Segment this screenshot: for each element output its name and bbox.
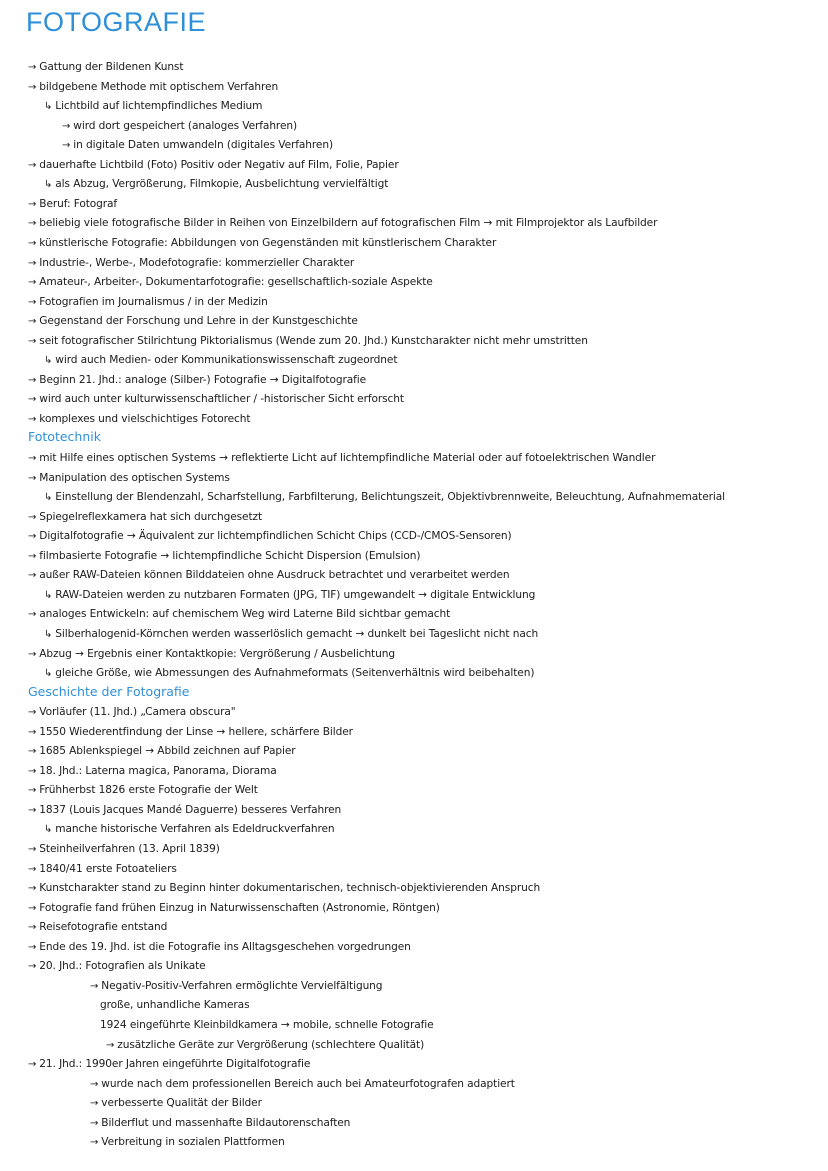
note-line (28, 59, 183, 76)
note-line (28, 196, 117, 213)
note-text: filmbasierte Fotografie → lichtempfindliche Schicht Dispersion (Emulsion) (39, 549, 421, 562)
arrow-icon: → (28, 335, 37, 347)
arrow-icon: → (28, 453, 37, 464)
note-text: Ende des 19. Jhd. ist die Fotografie ins Alltagsgeschehen vorgedrungen (39, 940, 411, 953)
note-line (28, 235, 496, 252)
arrow-icon: → (28, 863, 37, 875)
note-line (44, 665, 534, 682)
sub-arrow-icon: ↳ (44, 492, 53, 504)
arrow-icon: → (90, 980, 99, 992)
note-text: Manipulation des optischen Systems (39, 471, 230, 484)
note-line (28, 411, 250, 428)
arrow-icon: → (28, 413, 37, 425)
note-text: künstlerische Fotografie: Abbildungen von Gegenständen mit künstlerischem Charakter (39, 236, 497, 249)
arrow-icon: → (28, 844, 37, 855)
note-text: Beruf: Fotograf (39, 197, 118, 210)
note-text: 1550 Wiederentfindung der Linse → hellere, schärfere Bilder (39, 725, 353, 738)
note-text: 1837 (Louis Jacques Mandé Daguerre) besseres Verfahren (39, 803, 342, 816)
note-text: Steinheilverfahren (13. April 1839) (39, 843, 220, 855)
arrow-icon: → (28, 296, 37, 308)
note-line (90, 1134, 285, 1151)
note-text: Digitalfotografie → Äquivalent zur lichtempfindlichen Schicht Chips (CCD-/CMOS-Sensoren) (39, 530, 512, 543)
note-text: Vorläufer (11. Jhd.) „Camera obscura" (39, 706, 236, 719)
note-text: 21. Jhd.: 1990er Jahren eingeführte Digitalfotografie (39, 1058, 311, 1071)
arrow-icon: → (90, 1078, 99, 1090)
note-line (62, 118, 297, 135)
note-line (100, 1017, 434, 1033)
note-text: große, unhandliche Kameras (100, 999, 250, 1012)
note-text: als Abzug, Vergrößerung, Filmkopie, Ausbelichtung vervielfältigt (55, 178, 389, 191)
section-heading: Fototechnik (28, 429, 101, 445)
arrow-icon: → (28, 257, 37, 269)
note-line (28, 880, 540, 897)
note-text: wird auch unter kulturwissenschaftlicher / -historischer Sicht erforscht (39, 393, 404, 406)
note-text: Fotografien im Journalismus / in der Medizin (39, 295, 268, 308)
sub-arrow-icon: ↳ (44, 355, 53, 367)
note-text: Verbreitung in sozialen Plattformen (101, 1136, 285, 1149)
note-line (28, 294, 268, 311)
sub-arrow-icon: ↳ (44, 668, 53, 680)
note-line (28, 841, 220, 858)
note-text: 1685 Ablenkspiegel → Abbild zeichnen auf Papier (39, 745, 296, 758)
note-text: wird auch Medien- oder Kommunikationswissenschaft zugeordnet (55, 354, 398, 367)
note-text: Gattung der Bildenen Kunst (39, 61, 184, 73)
arrow-icon: → (28, 277, 37, 289)
arrow-icon: → (28, 804, 37, 816)
note-line (28, 900, 440, 917)
note-text: Gegenstand der Forschung und Lehre in der Kunstgeschichte (39, 315, 358, 328)
note-text: 20. Jhd.: Fotografien als Unikate (39, 960, 206, 973)
note-text: Amateur-, Arbeiter-, Dokumentarfotografie: gesellschaftlich-soziale Aspekte (39, 276, 433, 289)
arrow-icon: → (90, 1098, 99, 1110)
arrow-icon: → (28, 550, 37, 562)
note-line (28, 215, 657, 232)
arrow-icon: → (28, 765, 37, 777)
note-line (28, 782, 258, 799)
note-line (28, 567, 509, 584)
note-line (28, 646, 395, 663)
note-line (28, 861, 177, 878)
note-text: 1924 eingeführte Kleinbildkamera → mobile, schnelle Fotografie (100, 1018, 434, 1031)
note-text: Einstellung der Blendenzahl, Scharfstellung, Farbfilterung, Belichtungszeit, Objektivbrennweite, Beleuchtung, Aufnahmematerial (55, 491, 725, 504)
note-line (28, 743, 296, 760)
note-line (28, 704, 236, 721)
arrow-icon: → (28, 785, 37, 797)
note-text: Spiegelreflexkamera hat sich durchgesetzt (39, 510, 263, 523)
note-line (28, 391, 404, 408)
note-line (28, 763, 277, 780)
note-text: Fotografie fand frühen Einzug in Naturwissenschaften (Astronomie, Röntgen) (39, 901, 440, 914)
note-text: seit fotografischer Stilrichtung Piktorialismus (Wende zum 20. Jhd.) Kunstcharakter nicht mehr umstritten (39, 334, 588, 347)
sub-arrow-icon: ↳ (44, 589, 53, 601)
arrow-icon: → (28, 531, 37, 543)
arrow-icon: → (28, 62, 37, 73)
note-text: Negativ-Positiv-Verfahren ermöglichte Vervielfältigung (101, 979, 383, 992)
note-line (44, 587, 535, 604)
note-text: gleiche Größe, wie Abmessungen des Aufnahmeformats (Seitenverhältnis wird beibehalten) (55, 667, 535, 680)
note-line (44, 176, 388, 193)
note-text: wurde nach dem professionellen Bereich auch bei Amateurfotografen adaptiert (101, 1077, 515, 1090)
arrow-icon: → (28, 961, 37, 973)
note-line (28, 1056, 310, 1073)
arrow-icon: → (28, 883, 37, 895)
note-line (44, 489, 725, 506)
note-text: Silberhalogenid-Körnchen werden wasserlöslich gemacht → dunkelt bei Tageslicht nicht nach (55, 627, 539, 640)
note-line (28, 157, 399, 174)
note-line (28, 333, 588, 350)
arrow-icon: → (28, 237, 37, 249)
note-line (28, 802, 341, 819)
arrow-icon: → (28, 902, 37, 914)
note-text: Kunstcharakter stand zu Beginn hinter dokumentarischen, technisch-objektivierenden Anspruch (39, 882, 541, 895)
arrow-icon: → (28, 316, 37, 328)
arrow-icon: → (28, 198, 37, 210)
note-line (28, 274, 433, 291)
note-text: Reisefotografie entstand (39, 921, 168, 934)
note-line (28, 958, 206, 975)
arrow-icon: → (90, 1137, 99, 1149)
note-line (90, 1115, 350, 1132)
note-text: 18. Jhd.: Laterna magica, Panorama, Diorama (39, 764, 277, 777)
note-text: Lichtbild auf lichtempfindliches Medium (55, 100, 263, 113)
note-text: Frühherbst 1826 erste Fotografie der Welt (39, 784, 258, 797)
note-line (28, 313, 358, 330)
arrow-icon: → (28, 159, 37, 171)
note-text: Abzug → Ergebnis einer Kontaktkopie: Vergrößerung / Ausbelichtung (39, 647, 395, 660)
note-line (44, 98, 262, 115)
note-line (90, 1095, 262, 1112)
arrow-icon: → (28, 511, 37, 523)
arrow-icon: → (106, 1039, 115, 1051)
note-line (28, 919, 167, 936)
note-text: verbesserte Qualität der Bilder (101, 1097, 262, 1110)
arrow-icon: → (28, 746, 37, 758)
note-line (44, 821, 335, 838)
note-line (90, 978, 382, 995)
arrow-icon: → (28, 922, 37, 934)
note-text: dauerhafte Lichtbild (Foto) Positiv oder Negativ auf Film, Folie, Papier (39, 158, 399, 171)
arrow-icon: → (62, 140, 71, 152)
note-line (28, 450, 655, 467)
note-line (28, 255, 354, 272)
note-text: manche historische Verfahren als Edeldruckverfahren (55, 823, 335, 836)
note-text: Bilderflut und massenhafte Bildautorenschaften (101, 1116, 351, 1129)
note-line (28, 548, 420, 565)
note-line (28, 939, 411, 956)
note-line (44, 352, 397, 369)
note-text: komplexes und vielschichtiges Fotorecht (39, 412, 251, 425)
note-text: beliebig viele fotografische Bilder in Reihen von Einzelbildern auf fotografischen Film → mit Filmprojektor als Laufbilder (39, 217, 658, 230)
arrow-icon: → (28, 1059, 37, 1071)
note-line (28, 606, 450, 623)
sub-arrow-icon: ↳ (44, 179, 53, 191)
note-text: zusätzliche Geräte zur Vergrößerung (schlechtere Qualität) (117, 1038, 425, 1051)
arrow-icon: → (28, 941, 37, 953)
note-line (44, 626, 538, 643)
arrow-icon: → (28, 472, 37, 484)
note-text: Industrie-, Werbe-, Modefotografie: kommerzieller Charakter (39, 256, 355, 269)
arrow-icon: → (28, 218, 37, 230)
arrow-icon: → (28, 609, 37, 621)
sub-arrow-icon: ↳ (44, 824, 53, 836)
note-text: in digitale Daten umwandeln (digitales Verfahren) (73, 139, 333, 152)
note-line (28, 528, 512, 545)
note-line (90, 1076, 515, 1093)
note-text: außer RAW-Dateien können Bilddateien ohne Ausdruck betrachtet und verarbeitet werden (39, 569, 510, 582)
note-line (106, 1037, 424, 1054)
note-text: bildgebene Methode mit optischem Verfahren (39, 80, 279, 93)
note-text: 1840/41 erste Fotoateliers (39, 862, 177, 875)
note-line (100, 997, 250, 1013)
arrow-icon: → (28, 81, 37, 93)
note-text: analoges Entwickeln: auf chemischem Weg wird Laterne Bild sichtbar gemacht (39, 608, 451, 621)
note-text: Beginn 21. Jhd.: analoge (Silber-) Fotografie → Digitalfotografie (39, 373, 367, 386)
arrow-icon: → (62, 120, 71, 132)
note-line (28, 470, 230, 487)
sub-arrow-icon: ↳ (44, 101, 53, 113)
note-line (62, 137, 333, 154)
arrow-icon: → (28, 394, 37, 406)
arrow-icon: → (28, 648, 37, 660)
arrow-icon: → (28, 707, 37, 719)
sub-arrow-icon: ↳ (44, 628, 53, 640)
arrow-icon: → (90, 1117, 99, 1129)
section-heading: Geschichte der Fotografie (28, 683, 190, 699)
note-line (28, 724, 353, 741)
arrow-icon: → (28, 570, 37, 582)
note-line (28, 79, 278, 96)
arrow-icon: → (28, 374, 37, 386)
note-line (28, 509, 262, 526)
arrow-icon: → (28, 726, 37, 738)
note-line (28, 372, 366, 389)
note-text: mit Hilfe eines optischen Systems → reflektierte Licht auf lichtempfindliche Material oder auf fotoelektrischen Wandler (39, 452, 656, 464)
note-text: RAW-Dateien werden zu nutzbaren Formaten (JPG, TIF) umgewandelt → digitale Entwicklung (55, 588, 536, 601)
page-title: FOTOGRAFIE (26, 7, 207, 37)
note-text: wird dort gespeichert (analoges Verfahren) (73, 119, 298, 132)
